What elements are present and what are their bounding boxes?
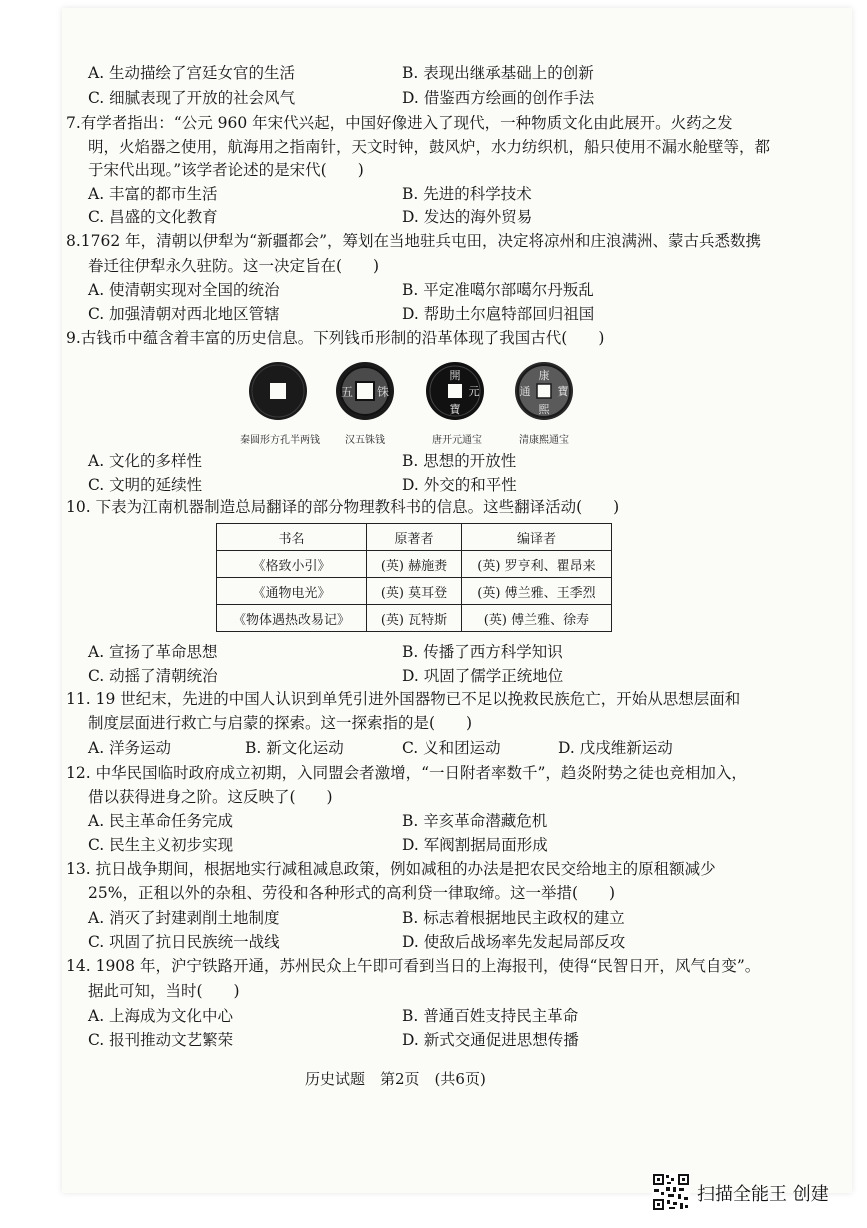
q9-stem: 9.古钱币中蕴含着丰富的历史信息。下列钱币形制的沿革体现了我国古代( ): [66, 329, 605, 347]
table-header: 原著者: [367, 524, 462, 551]
table-header: 编译者: [461, 524, 611, 551]
table-row: [217, 605, 612, 632]
q12-option-c: C. 民生主义初步实现: [88, 836, 234, 854]
table-cell: (英) 傅兰雅、王季烈: [461, 578, 611, 605]
coin-label-kaiyuan: 唐开元通宝: [432, 435, 482, 446]
q8-stem-line-1: 8.1762 年，清朝以伊犁为“新疆都会”，筹划在当地驻兵屯田，决定将凉州和庄浪满洲、蒙古兵悉数携: [66, 232, 762, 250]
svg-text:元: 元: [468, 385, 480, 398]
q14-stem-line-1: 14. 1908 年，沪宁铁路开通，苏州民众上午即可看到当日的上海报刊，使得“民智日开，风气自变”。: [66, 957, 761, 975]
q7-option-d: D. 发达的海外贸易: [402, 208, 533, 226]
q6-option-b: B. 表现出继承基础上的创新: [402, 64, 594, 82]
q12-stem-line-2: 借以获得进身之阶。这反映了( ): [88, 788, 333, 806]
q13-stem-line-1: 13. 抗日战争期间，根据地实行减租减息政策，例如减租的办法是把农民交给地主的原租额减少: [66, 860, 716, 878]
q6-option-c: C. 细腻表现了开放的社会风气: [88, 89, 296, 107]
q12-option-a: A. 民主革命任务完成: [88, 812, 234, 830]
q9-option-c: C. 文明的延续性: [88, 476, 203, 494]
q7-stem-line-3: 于宋代出现。”该学者论述的是宋代( ): [88, 161, 364, 179]
q10-stem: 10. 下表为江南机器制造总局翻译的部分物理教科书的信息。这些翻译活动( ): [66, 498, 620, 516]
q14-stem-line-2: 据此可知，当时( ): [88, 982, 240, 1000]
q10-option-b: B. 传播了西方科学知识: [402, 643, 563, 661]
q13-option-c: C. 巩固了抗日民族统一战线: [88, 933, 280, 951]
q7-stem-line-2: 明，火焰器之使用，航海用之指南针，天文时钟，鼓风炉，水力纺织机，船只使用不漏水舱壁等，都: [88, 138, 771, 156]
q8-option-d: D. 帮助土尔扈特部回归祖国: [402, 305, 595, 323]
translation-table: [216, 523, 612, 632]
q7-option-a: A. 丰富的都市生活: [88, 185, 218, 203]
q8-stem-line-2: 眷迁往伊犁永久驻防。这一决定旨在( ): [88, 257, 380, 275]
table-cell: (英) 罗亨利、瞿昂来: [461, 551, 611, 578]
svg-text:五: 五: [340, 385, 354, 399]
q11-option-b: B. 新文化运动: [245, 739, 344, 757]
q13-option-d: D. 使敌后战场率先发起局部反攻: [402, 933, 626, 951]
q8-option-c: C. 加强清朝对西北地区管辖: [88, 305, 280, 323]
q8-option-b: B. 平定准噶尔部噶尔丹叛乱: [402, 281, 594, 299]
table-cell: 《物体遇热改易记》: [217, 605, 367, 632]
q14-option-b: B. 普通百姓支持民主革命: [402, 1007, 579, 1025]
q9-option-a: A. 文化的多样性: [88, 452, 203, 470]
coin-banliang: [247, 360, 309, 426]
q13-option-b: B. 标志着根据地民主政权的建立: [402, 909, 625, 927]
q14-option-a: A. 上海成为文化中心: [88, 1007, 234, 1025]
coin-kaiyuan-tongbao: [424, 360, 486, 426]
q6-option-a: A. 生动描绘了宫廷女官的生活: [88, 64, 296, 82]
svg-text:铢: 铢: [376, 385, 390, 399]
svg-text:通: 通: [519, 385, 531, 398]
q9-option-d: D. 外交的和平性: [402, 476, 517, 494]
table-header-row: [217, 524, 612, 551]
q10-option-c: C. 动摇了清朝统治: [88, 667, 218, 685]
coin-label-wuzhu: 汉五铢钱: [345, 435, 385, 446]
q11-option-c: C. 义和团运动: [402, 739, 501, 757]
qr-code-icon: [652, 1173, 690, 1211]
q12-option-d: D. 军阀割据局面形成: [402, 836, 548, 854]
svg-text:熙: 熙: [538, 403, 550, 416]
q14-option-d: D. 新式交通促进思想传播: [402, 1031, 579, 1049]
table-cell: 《通物电光》: [217, 578, 367, 605]
q11-option-d: D. 戊戌维新运动: [558, 739, 673, 757]
q11-option-a: A. 洋务运动: [88, 739, 172, 757]
coin-label-kangxi: 清康熙通宝: [519, 435, 569, 446]
q12-stem-line-1: 12. 中华民国临时政府成立初期，入同盟会者激增，“一日附者率数千”，趋炎附势之徒也竞相加入，: [66, 764, 747, 782]
q11-stem-line-2: 制度层面进行救亡与启蒙的探索。这一探索指的是( ): [88, 714, 473, 732]
coin-wuzhu: [334, 360, 396, 426]
q11-stem-line-1: 11. 19 世纪末，先进的中国人认识到单凭引进外国器物已不足以挽救民族危亡，开始从思想层面和: [66, 690, 741, 708]
table-header: 书名: [217, 524, 367, 551]
table-cell: (英) 瓦特斯: [367, 605, 462, 632]
table-cell: 《格致小引》: [217, 551, 367, 578]
q8-option-a: A. 使清朝实现对全国的统治: [88, 281, 280, 299]
table-cell: (英) 莫耳登: [367, 578, 462, 605]
q14-option-c: C. 报刊推动文艺繁荣: [88, 1031, 234, 1049]
coin-label-banliang: 秦圆形方孔半两钱: [240, 435, 320, 446]
q13-stem-line-2: 25%，正租以外的杂租、劳役和各种形式的高利贷一律取缔。这一举措( ): [88, 884, 616, 902]
q13-option-a: A. 消灭了封建剥削土地制度: [88, 909, 280, 927]
q12-option-b: B. 辛亥革命潜藏危机: [402, 812, 548, 830]
q10-option-d: D. 巩固了儒学正统地位: [402, 667, 564, 685]
svg-text:開: 開: [449, 369, 461, 382]
q7-stem-line-1: 7.有学者指出：“公元 960 年宋代兴起，中国好像进入了现代，一种物质文化由此展开。火药之发: [66, 114, 733, 132]
q10-option-a: A. 宣扬了革命思想: [88, 643, 218, 661]
q7-option-b: B. 先进的科学技术: [402, 185, 532, 203]
q6-option-d: D. 借鉴西方绘画的创作手法: [402, 89, 595, 107]
coin-kangxi-tongbao: [513, 360, 575, 426]
table-cell: (英) 傅兰雅、徐寿: [461, 605, 611, 632]
q7-option-c: C. 昌盛的文化教育: [88, 208, 218, 226]
scanner-watermark: 扫描全能王 创建: [697, 1184, 829, 1205]
page-footer: 历史试题 第2页 (共6页): [305, 1070, 486, 1088]
svg-text:康: 康: [538, 369, 550, 382]
q9-option-b: B. 思想的开放性: [402, 452, 517, 470]
svg-text:寶: 寶: [557, 385, 569, 398]
table-row: [217, 551, 612, 578]
svg-text:寶: 寶: [449, 403, 461, 416]
table-cell: (英) 赫施赉: [367, 551, 462, 578]
table-row: [217, 578, 612, 605]
